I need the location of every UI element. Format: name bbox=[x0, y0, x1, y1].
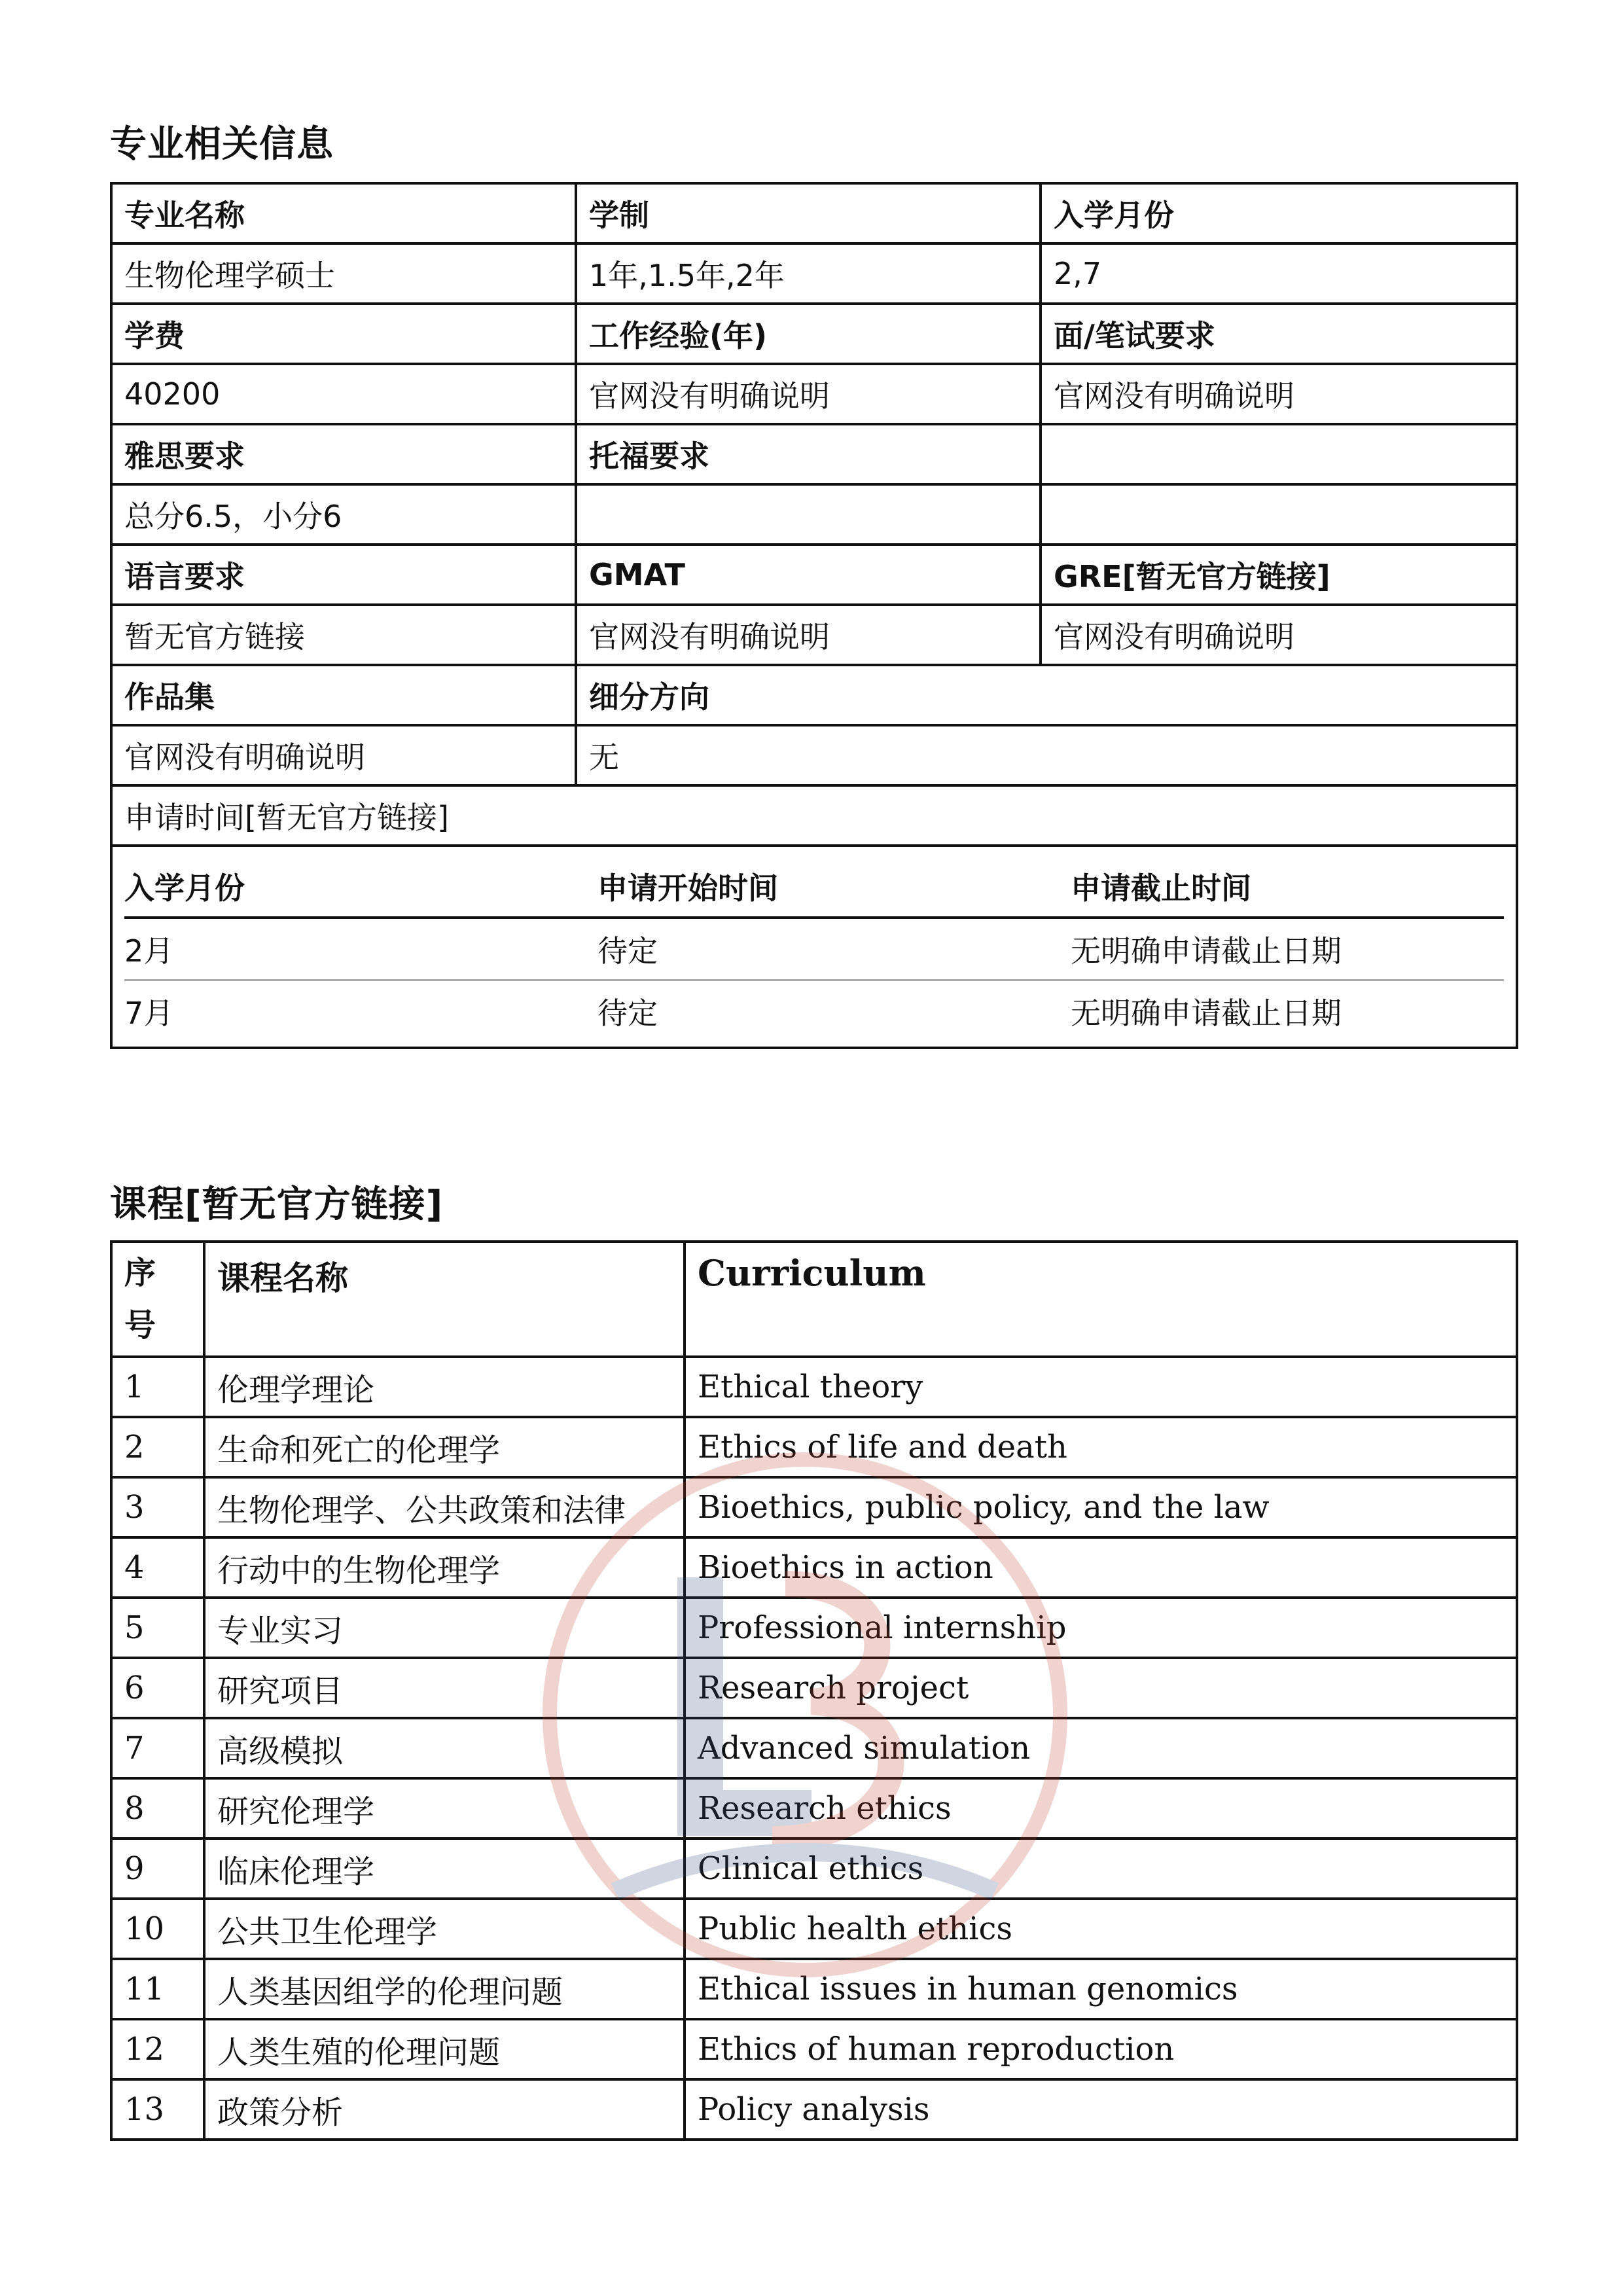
course-index: 11 bbox=[111, 1959, 204, 2019]
header-ielts: 雅思要求 bbox=[111, 424, 576, 484]
course-index: 6 bbox=[111, 1658, 204, 1718]
course-header-name-zh: 课程名称 bbox=[204, 1242, 685, 1357]
course-index: 10 bbox=[111, 1899, 204, 1959]
course-name-en: Ethics of life and death bbox=[685, 1417, 1517, 1477]
dates-deadline-1: 无明确申请截止日期 bbox=[1071, 918, 1504, 980]
course-name-zh: 高级模拟 bbox=[204, 1718, 685, 1778]
course-row bbox=[111, 1778, 1517, 1839]
course-name-en: Bioethics in action bbox=[685, 1537, 1517, 1598]
header-program-name: 专业名称 bbox=[111, 183, 576, 243]
course-index: 8 bbox=[111, 1778, 204, 1839]
application-dates-table bbox=[124, 856, 1504, 1041]
value-ielts: 总分6.5，小分6 bbox=[111, 484, 576, 545]
value-interview-exam: 官网没有明确说明 bbox=[1041, 364, 1517, 424]
value-empty bbox=[1041, 484, 1517, 545]
header-empty bbox=[1041, 424, 1517, 484]
value-language: 暂无官方链接 bbox=[111, 605, 576, 665]
course-name-zh: 生命和死亡的伦理学 bbox=[204, 1417, 685, 1477]
dates-header-intake: 入学月份 bbox=[124, 856, 597, 918]
header-portfolio: 作品集 bbox=[111, 665, 576, 725]
value-work-experience: 官网没有明确说明 bbox=[576, 364, 1041, 424]
course-row bbox=[111, 1477, 1517, 1537]
course-header-index-text: 序号 bbox=[124, 1255, 156, 1344]
course-row bbox=[111, 1598, 1517, 1658]
course-name-zh: 公共卫生伦理学 bbox=[204, 1899, 685, 1959]
dates-start-1: 待定 bbox=[597, 918, 1071, 980]
header-tuition: 学费 bbox=[111, 304, 576, 364]
value-program-name: 生物伦理学硕士 bbox=[111, 243, 576, 304]
course-name-en: Ethics of human reproduction bbox=[685, 2019, 1517, 2079]
course-index: 4 bbox=[111, 1537, 204, 1598]
header-gre: GRE[暂无官方链接] bbox=[1041, 545, 1517, 605]
course-header-index bbox=[111, 1242, 204, 1357]
value-gre: 官网没有明确说明 bbox=[1041, 605, 1517, 665]
course-row bbox=[111, 1959, 1517, 2019]
header-intake-month: 入学月份 bbox=[1041, 183, 1517, 243]
dates-intake-1: 2月 bbox=[124, 918, 597, 980]
course-name-en: Bioethics, public policy, and the law bbox=[685, 1477, 1517, 1537]
course-row bbox=[111, 1537, 1517, 1598]
value-specialization: 无 bbox=[576, 725, 1517, 785]
course-name-zh: 研究项目 bbox=[204, 1658, 685, 1718]
application-dates-cell bbox=[111, 846, 1517, 1048]
course-name-en: Advanced simulation bbox=[685, 1718, 1517, 1778]
header-language: 语言要求 bbox=[111, 545, 576, 605]
section-title-info: 专业相关信息 bbox=[110, 123, 334, 166]
course-name-zh: 政策分析 bbox=[204, 2079, 685, 2140]
course-name-zh: 人类基因组学的伦理问题 bbox=[204, 1959, 685, 2019]
course-row bbox=[111, 2079, 1517, 2140]
program-info-table bbox=[110, 182, 1518, 1049]
course-row bbox=[111, 2019, 1517, 2079]
course-row bbox=[111, 1899, 1517, 1959]
course-row bbox=[111, 1417, 1517, 1477]
course-row bbox=[111, 1357, 1517, 1417]
course-index: 9 bbox=[111, 1839, 204, 1899]
course-name-zh: 专业实习 bbox=[204, 1598, 685, 1658]
value-duration: 1年,1.5年,2年 bbox=[576, 243, 1041, 304]
dates-intake-2: 7月 bbox=[124, 996, 174, 1031]
dates-header-start: 申请开始时间 bbox=[597, 856, 1071, 918]
course-index: 7 bbox=[111, 1718, 204, 1778]
dates-start-2: 待定 bbox=[597, 996, 658, 1031]
header-specialization: 细分方向 bbox=[576, 665, 1517, 725]
course-header-curriculum: Curriculum bbox=[685, 1242, 1517, 1357]
course-name-zh: 生物伦理学、公共政策和法律 bbox=[204, 1477, 685, 1537]
header-gmat: GMAT bbox=[576, 545, 1041, 605]
course-name-zh: 临床伦理学 bbox=[204, 1839, 685, 1899]
course-index: 2 bbox=[111, 1417, 204, 1477]
course-index: 13 bbox=[111, 2079, 204, 2140]
course-name-en: Public health ethics bbox=[685, 1899, 1517, 1959]
application-time-label: 申请时间[暂无官方链接] bbox=[111, 785, 1517, 846]
course-name-en: Research ethics bbox=[685, 1778, 1517, 1839]
course-name-en: Professional internship bbox=[685, 1598, 1517, 1658]
course-index: 12 bbox=[111, 2019, 204, 2079]
course-row bbox=[111, 1718, 1517, 1778]
course-name-zh: 人类生殖的伦理问题 bbox=[204, 2019, 685, 2079]
course-row bbox=[111, 1658, 1517, 1718]
value-portfolio: 官网没有明确说明 bbox=[111, 725, 576, 785]
dates-deadline-2: 无明确申请截止日期 bbox=[1071, 996, 1342, 1031]
course-name-zh: 伦理学理论 bbox=[204, 1357, 685, 1417]
header-work-experience: 工作经验(年) bbox=[576, 304, 1041, 364]
header-toefl: 托福要求 bbox=[576, 424, 1041, 484]
course-table bbox=[110, 1240, 1518, 2141]
course-name-en: Research project bbox=[685, 1658, 1517, 1718]
course-name-zh: 行动中的生物伦理学 bbox=[204, 1537, 685, 1598]
course-name-en: Policy analysis bbox=[685, 2079, 1517, 2140]
value-tuition: 40200 bbox=[111, 364, 576, 424]
course-row bbox=[111, 1839, 1517, 1899]
dates-header-deadline: 申请截止时间 bbox=[1071, 856, 1504, 918]
header-duration: 学制 bbox=[576, 183, 1041, 243]
course-name-zh: 研究伦理学 bbox=[204, 1778, 685, 1839]
course-name-en: Ethical theory bbox=[685, 1357, 1517, 1417]
section-title-courses: 课程[暂无官方链接] bbox=[110, 1183, 444, 1226]
value-toefl bbox=[576, 484, 1041, 545]
course-index: 5 bbox=[111, 1598, 204, 1658]
course-index: 1 bbox=[111, 1357, 204, 1417]
value-gmat: 官网没有明确说明 bbox=[576, 605, 1041, 665]
course-index: 3 bbox=[111, 1477, 204, 1537]
course-name-en: Ethical issues in human genomics bbox=[685, 1959, 1517, 2019]
course-name-en: Clinical ethics bbox=[685, 1839, 1517, 1899]
header-interview-exam: 面/笔试要求 bbox=[1041, 304, 1517, 364]
value-intake-month: 2,7 bbox=[1041, 243, 1517, 304]
